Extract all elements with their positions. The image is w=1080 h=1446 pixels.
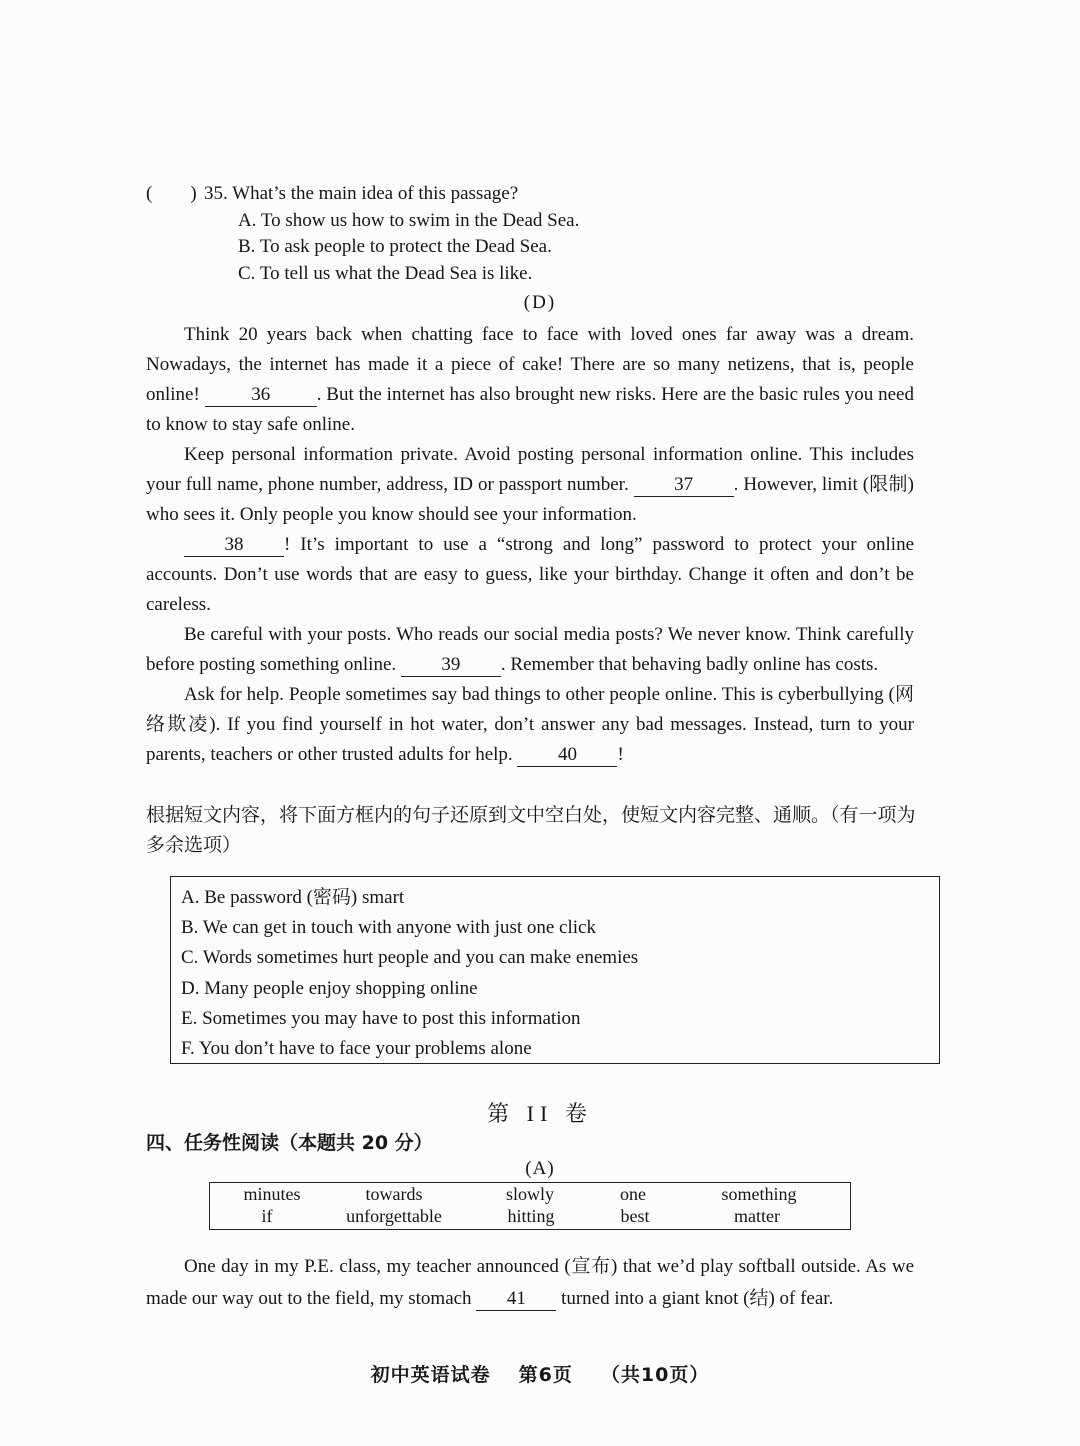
option-d: D. Many people enjoy shopping online [181, 977, 478, 999]
question-35-option-b: B. To ask people to protect the Dead Sea. [238, 236, 552, 257]
word-item: one [620, 1184, 646, 1204]
option-e: E. Sometimes you may have to post this information [181, 1007, 581, 1029]
question-35-option-a: A. To show us how to swim in the Dead Sea. [238, 209, 580, 231]
paragraph-text: Be careful with your posts. Who reads our social media posts? We never know. Think carefully before posting something online. [146, 624, 914, 675]
blank-38: 38 [184, 534, 284, 557]
paragraph-text: Think 20 years back when chatting face to face with loved ones far away was a dream. Nowadays, the internet has made it a piece of cake! There are so many netizens, that is, people online! [146, 324, 914, 405]
footer-subject: 初中英语试卷 [370, 1364, 491, 1386]
passage-a-paragraph-1 [146, 1251, 914, 1315]
blank-39: 39 [401, 654, 501, 677]
blank-40: 40 [517, 744, 617, 767]
word-item: best [620, 1206, 650, 1226]
option-c: C. Words sometimes hurt people and you can make enemies [181, 947, 639, 969]
question-35 [146, 181, 579, 287]
instruction: 根据短文内容，将下面方框内的句子还原到文中空白处，使短文内容完整、通顺。（有一项为多余选项） [146, 805, 916, 856]
blank-41: 41 [476, 1288, 556, 1311]
blank-37: 37 [634, 474, 734, 497]
paragraph-text: . But the internet has also brought new risks. Here are the basic rules you need to know to stay safe online. [146, 384, 914, 435]
blank-36: 36 [205, 384, 317, 407]
word-box-row-2 [210, 1206, 850, 1228]
word-item: matter [734, 1206, 780, 1226]
paragraph-text: ! It’s important to use a “strong and long” password to protect your online accounts. Don’t use words that are easy to guess, like your birthday. Change it often and don’t be careless. [146, 534, 914, 615]
option-a: A. Be password (密码) smart [181, 887, 405, 908]
word-item: minutes [243, 1184, 301, 1204]
option-f: F. You don’t have to face your problems alone [181, 1038, 532, 1060]
word-item: if [261, 1206, 273, 1226]
section-4-title: 四、任务性阅读（本题共 20 分） [146, 1132, 433, 1154]
option-box [170, 876, 940, 1064]
question-35-stem-line [146, 181, 579, 208]
word-item: towards [365, 1184, 423, 1204]
passage-d-paragraph-2 [146, 440, 914, 530]
answer-parenthesis: ( ) [146, 183, 197, 204]
page-footer [0, 1360, 1080, 1387]
word-item: hitting [507, 1206, 555, 1226]
question-35-stem: 35. What’s the main idea of this passage? [204, 183, 519, 204]
passage-a [146, 1251, 914, 1315]
word-item: unforgettable [346, 1206, 442, 1226]
option-b: B. We can get in touch with anyone with just one click [181, 917, 596, 939]
footer-total-pages: （共10页） [600, 1364, 710, 1386]
passage-d-paragraph-3 [146, 530, 914, 620]
part-2-title: 第 II 卷 [487, 1101, 593, 1126]
paragraph-text: Ask for help. People sometimes say bad things to other people online. This is cyberbullying (网络欺凌). If you find yourself in hot water, don’t answer any bad messages. Instead, turn to your parents, teachers or other trusted adults for help. [146, 684, 914, 765]
word-box [209, 1182, 851, 1230]
paragraph-text: ! [617, 744, 624, 765]
passage-d-paragraph-4 [146, 620, 914, 680]
paragraph-text: One day in my P.E. class, my teacher announced (宣布) that we’d play softball outside. As we made our way out to the field, my stomach [146, 1256, 914, 1309]
paragraph-text: turned into a giant knot (结) of fear. [561, 1288, 834, 1309]
paragraph-text: . However, limit (限制) who sees it. Only people you know should see your information. [146, 474, 914, 525]
passage-d [146, 320, 914, 770]
paragraph-text: Keep personal information private. Avoid posting personal information online. This includes your full name, phone number, address, ID or passport number. [146, 444, 914, 495]
passage-d-paragraph-5 [146, 680, 914, 770]
section-a-heading: (A) [525, 1158, 555, 1179]
word-item: slowly [505, 1184, 554, 1204]
passage-d-paragraph-1 [146, 320, 914, 440]
section-d-heading: (D) [523, 292, 557, 313]
word-item: something [721, 1184, 797, 1204]
question-35-option-c: C. To tell us what the Dead Sea is like. [238, 262, 533, 284]
word-box-row-1 [210, 1184, 850, 1206]
footer-page-number: 第6页 [518, 1364, 573, 1386]
paragraph-text: . Remember that behaving badly online has costs. [500, 654, 879, 675]
instruction-text [146, 801, 916, 861]
